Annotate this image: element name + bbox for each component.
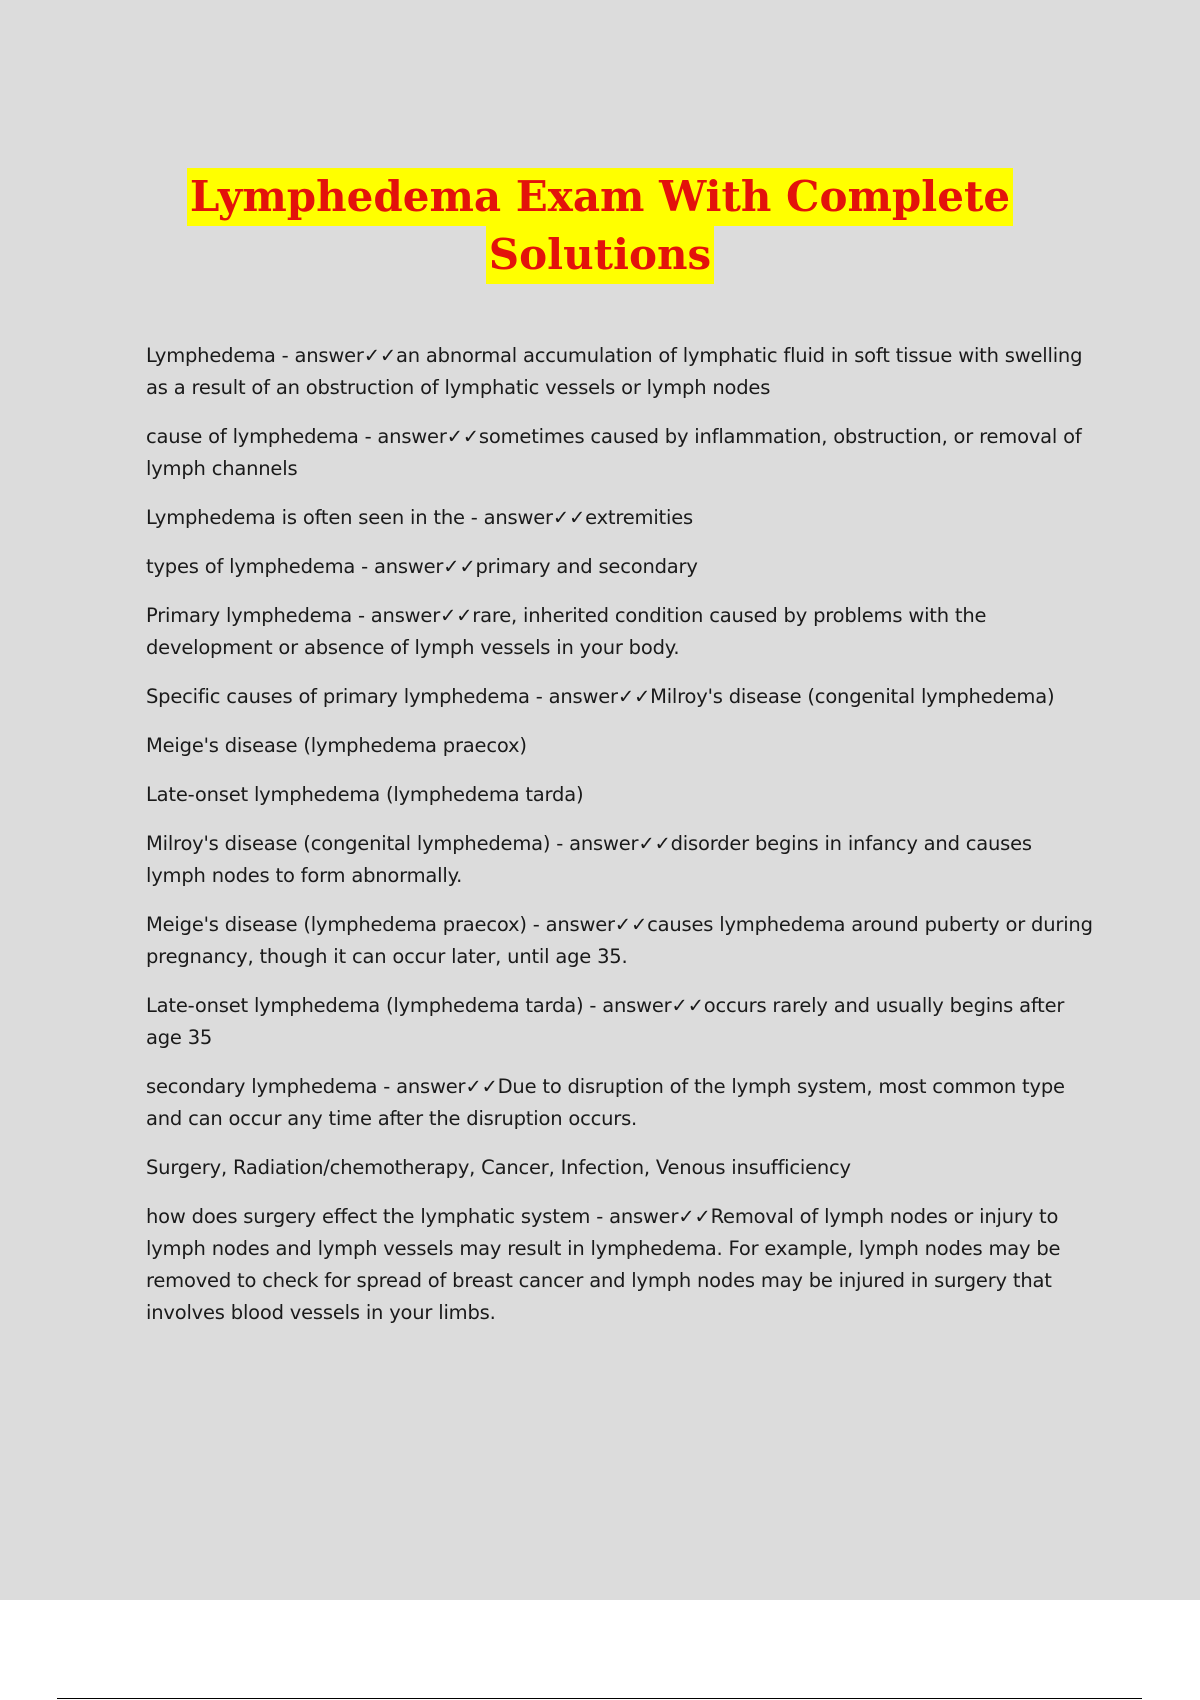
qa-entry-meige-line: Meige's disease (lymphedema praecox): [146, 734, 527, 757]
qa-entry-surgery: how does surgery effect the lymphatic system - answer✓✓Removal of lymph nodes or injury to lymph nodes and lymph vessels may result in lymphedema. For example, lymph nodes may be removed to check for spread of breast cancer and lymph nodes may be injured in surgery that involves blood vessels in your limbs.: [146, 1205, 1061, 1324]
qa-entry-cause: cause of lymphedema - answer✓✓sometimes caused by inflammation, obstruction, or removal of lymph channels: [146, 425, 1082, 480]
page-title: [0, 168, 1200, 284]
qa-entry-types: types of lymphedema - answer✓✓primary and secondary: [146, 555, 698, 578]
qa-entry-lymphedema: Lymphedema - answer✓✓an abnormal accumulation of lymphatic fluid in soft tissue with swelling as a result of an obstruction of lymphatic vessels or lymph nodes: [146, 344, 1083, 399]
qa-entry-often-seen: Lymphedema is often seen in the - answer✓✓extremities: [146, 506, 693, 529]
qa-entry-late-onset-line: Late-onset lymphedema (lymphedema tarda): [146, 783, 584, 806]
qa-list: [146, 340, 1096, 1346]
qa-entry-secondary-causes: Surgery, Radiation/chemotherapy, Cancer, Infection, Venous insufficiency: [146, 1156, 851, 1179]
qa-entry-milroy: Milroy's disease (congenital lymphedema) - answer✓✓disorder begins in infancy and causes lymph nodes to form abnormally.: [146, 832, 1032, 887]
qa-entry-meige: Meige's disease (lymphedema praecox) - answer✓✓causes lymphedema around puberty or during pregnancy, though it can occur later, until age 35.: [146, 913, 1093, 968]
title-line-1: Lymphedema Exam With Complete: [187, 168, 1013, 226]
footer-divider: [57, 1698, 1142, 1699]
title-line-2: Solutions: [486, 226, 714, 284]
qa-entry-late-onset: Late-onset lymphedema (lymphedema tarda) - answer✓✓occurs rarely and usually begins after age 35: [146, 994, 1065, 1049]
qa-entry-primary: Primary lymphedema - answer✓✓rare, inherited condition caused by problems with the development or absence of lymph vessels in your body.: [146, 604, 987, 659]
qa-entry-secondary: secondary lymphedema - answer✓✓Due to disruption of the lymph system, most common type and can occur any time after the disruption occurs.: [146, 1075, 1065, 1130]
qa-entry-specific-causes: Specific causes of primary lymphedema - answer✓✓Milroy's disease (congenital lymphedema): [146, 685, 1055, 708]
